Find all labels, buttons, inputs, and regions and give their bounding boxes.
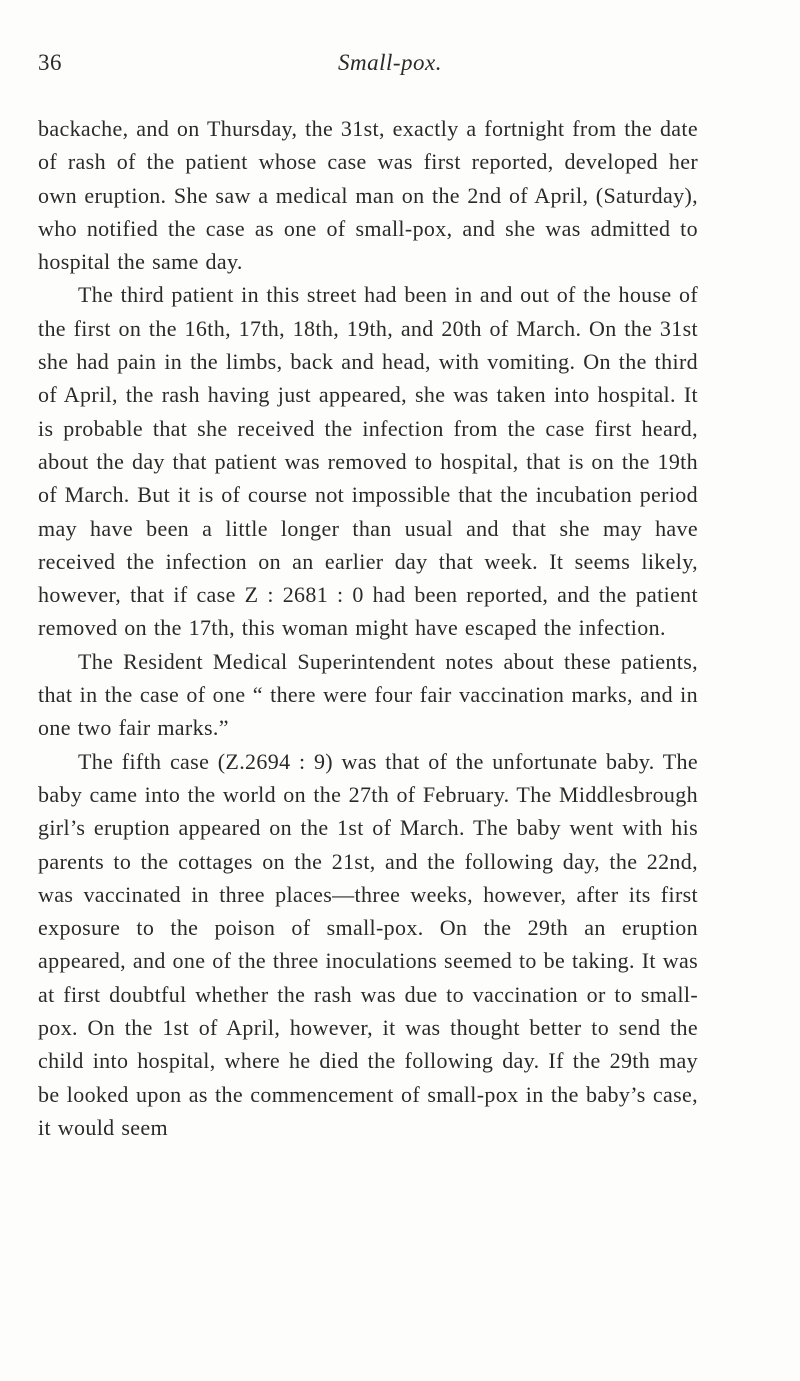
paragraph-third-patient: The third patient in this street had been in and out of the house of the first on the 16th, 17th, 18th, 19th, and 20th of March. On the 31st she had pain in the limbs, back and head, with vomiting. On the third of April, the rash having just appeared, she was taken into hospital. It is probable that she received the infection from the case first heard, about the day that patient was removed to hospital, that is on the 19th of March. But it is of course not impossible that the incubation period may have been a little longer than usual and that she may have received the infection on an earlier day that week. It seems likely, however, that if case Z : 2681 : 0 had been reported, and the patient removed on the 17th, this woman might have escaped the infection. xyxy=(38,282,698,641)
paragraph-continuation: backache, and on Thursday, the 31st, exactly a fortnight from the date of rash of the patient whose case was first reported, developed her own eruption. She saw a medical man on the 2nd of April, (Saturday), who notified the case as one of small-pox, and she was admitted to hospital the same day. xyxy=(38,116,698,275)
body-text xyxy=(38,112,698,1144)
paragraph-superintendent-notes: The Resident Medical Superintendent notes about these patients, that in the case of one “ there were four fair vaccination marks, and in one two fair marks.” xyxy=(38,648,698,741)
paragraph-fifth-case: The fifth case (Z.2694 : 9) was that of the unfortunate baby. The baby came into the world on the 27th of February. The Middlesbrough girl’s eruption appeared on the 1st of March. The baby went with his parents to the cottages on the 21st, and the following day, the 22nd, was vaccinated in three places—three weeks, however, after its first exposure to the poison of small-pox. On the 29th an eruption appeared, and one of the three inoculations seemed to be taking. It was at first doubtful whether the rash was due to vaccination or to small-pox. On the 1st of April, however, it was thought better to send the child into hospital, where he died the following day. If the 29th may be looked upon as the commencement of small-pox in the baby’s case, it would seem xyxy=(38,748,698,1140)
running-title: Small-pox. xyxy=(338,50,443,75)
page-number: 36 xyxy=(38,50,62,75)
page-header xyxy=(38,50,698,90)
